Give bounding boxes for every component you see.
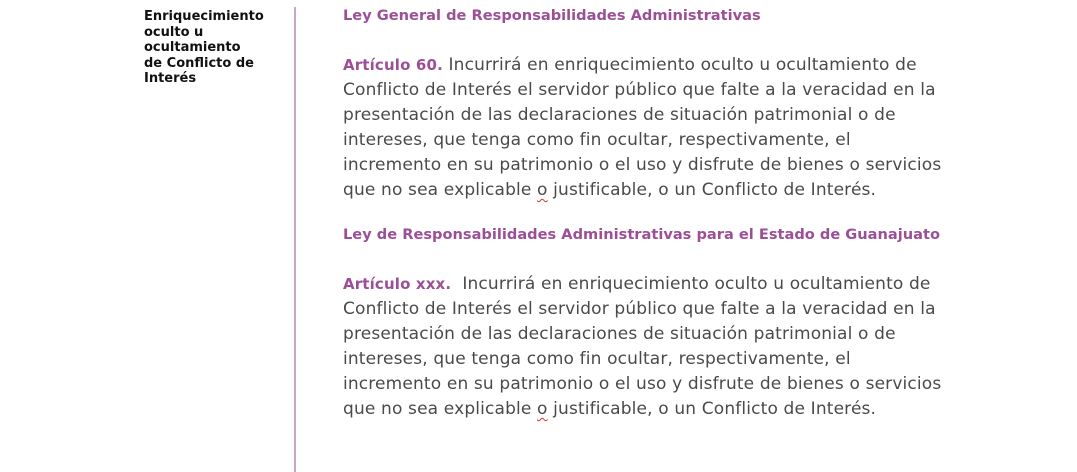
spellcheck-flagged-word[interactable]: o [537, 399, 548, 419]
article-number: Artículo 60. [343, 56, 443, 74]
topic-label-line: oculto u [144, 24, 204, 40]
article-state [343, 272, 947, 422]
topic-label [144, 9, 264, 87]
article-text: Incurrirá en enriquecimiento oculto u ocultamiento de Conflicto de Interés el servidor público que falte a la veracidad en la presentación de las declaraciones de situación patrimonial o de intereses, que tenga como fin ocultar, respectivamente, el incremento en su patrimonio o el uso y disfrute de bienes o servicios que no sea explicable [343, 55, 942, 200]
topic-label-line: ocultamiento [144, 40, 241, 55]
article-text: justificable, o un Conflicto de Interés. [547, 180, 877, 200]
spellcheck-flagged-word[interactable]: o [537, 180, 548, 200]
topic-label-line: Interés [144, 71, 197, 86]
law-title-general: Ley General de Responsabilidades Administrativas [343, 7, 761, 24]
topic-label-line: Enriquecimiento [144, 9, 264, 24]
article-text: Incurrirá en enriquecimiento oculto u ocultamiento de Conflicto de Interés el servidor público que falte a la veracidad en la presentación de las declaraciones de situación patrimonial o de intereses, que tenga como fin ocultar, respectivamente, el incremento en su patrimonio o el uso y disfrute de bienes o servicios que no sea explicable [343, 274, 947, 419]
article-general [343, 53, 943, 203]
topic-label-line: de Conflicto de [144, 55, 254, 71]
article-text: justificable, o un Conflicto de Interés. [547, 399, 877, 419]
vertical-divider [294, 7, 296, 472]
law-title-state: Ley de Responsabilidades Administrativas para el Estado de Guanajuato [343, 226, 941, 243]
article-number: Artículo xxx. [343, 275, 452, 293]
law-comparison-content [343, 6, 947, 422]
